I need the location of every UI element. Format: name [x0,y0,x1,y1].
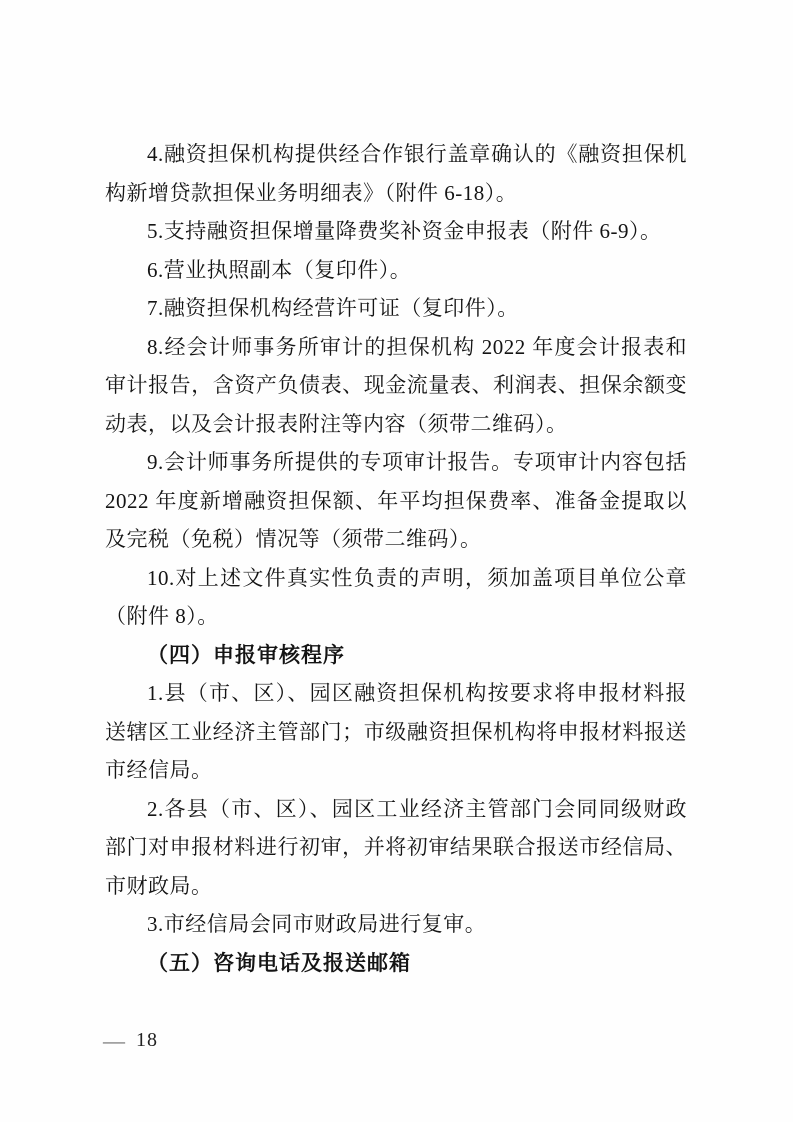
paragraph-item-6: 6.营业执照副本（复印件）。 [147,257,412,282]
paragraph-step-3: 3.市经信局会同市财政局进行复审。 [147,912,487,936]
paragraph-item-8: 8.经会计师事务所审计的担保机构 2022 年度会计报表和审计报告，含资产负债表、现金流量表、利润表、担保余额变动表，以及会计报表附注等内容（须带二维码）。 [105,334,687,436]
paragraph-item-4: 4.融资担保机构提供经合作银行盖章确认的《融资担保机构新增贷款担保业务明细表》（附件 6-18）。 [105,142,687,205]
document-body [105,135,687,982]
paragraph-item-9: 9.会计师事务所提供的专项审计报告。专项审计内容包括 2022 年度新增融资担保额、年平均担保费率、准备金提取以及完税（免税）情况等（须带二维码）。 [105,450,687,551]
page-number-dash: — [103,1027,125,1053]
paragraph-step-2: 2.各县（市、区）、园区工业经济主管部门会同同级财政部门对申报材料进行初审，并将初审结果联合报送市经信局、市财政局。 [105,796,687,898]
paragraph-step-1: 1.县（市、区）、园区融资担保机构按要求将申报材料报送辖区工业经济主管部门；市级融资担保机构将申报材料报送市经信局。 [105,681,687,782]
section-heading-5: （五）咨询电话及报送邮箱 [147,950,411,975]
page-footer [103,1029,158,1052]
paragraph-item-5: 5.支持融资担保增量降费奖补资金申报表（附件 6-9）。 [147,219,662,243]
paragraph-item-10: 10.对上述文件真实性负责的声明，须加盖项目单位公章（附件 8）。 [105,565,687,628]
page-number: 18 [136,1029,158,1051]
section-heading-4: （四）申报审核程序 [147,642,345,667]
paragraph-item-7: 7.融资担保机构经营许可证（复印件）。 [147,296,519,320]
